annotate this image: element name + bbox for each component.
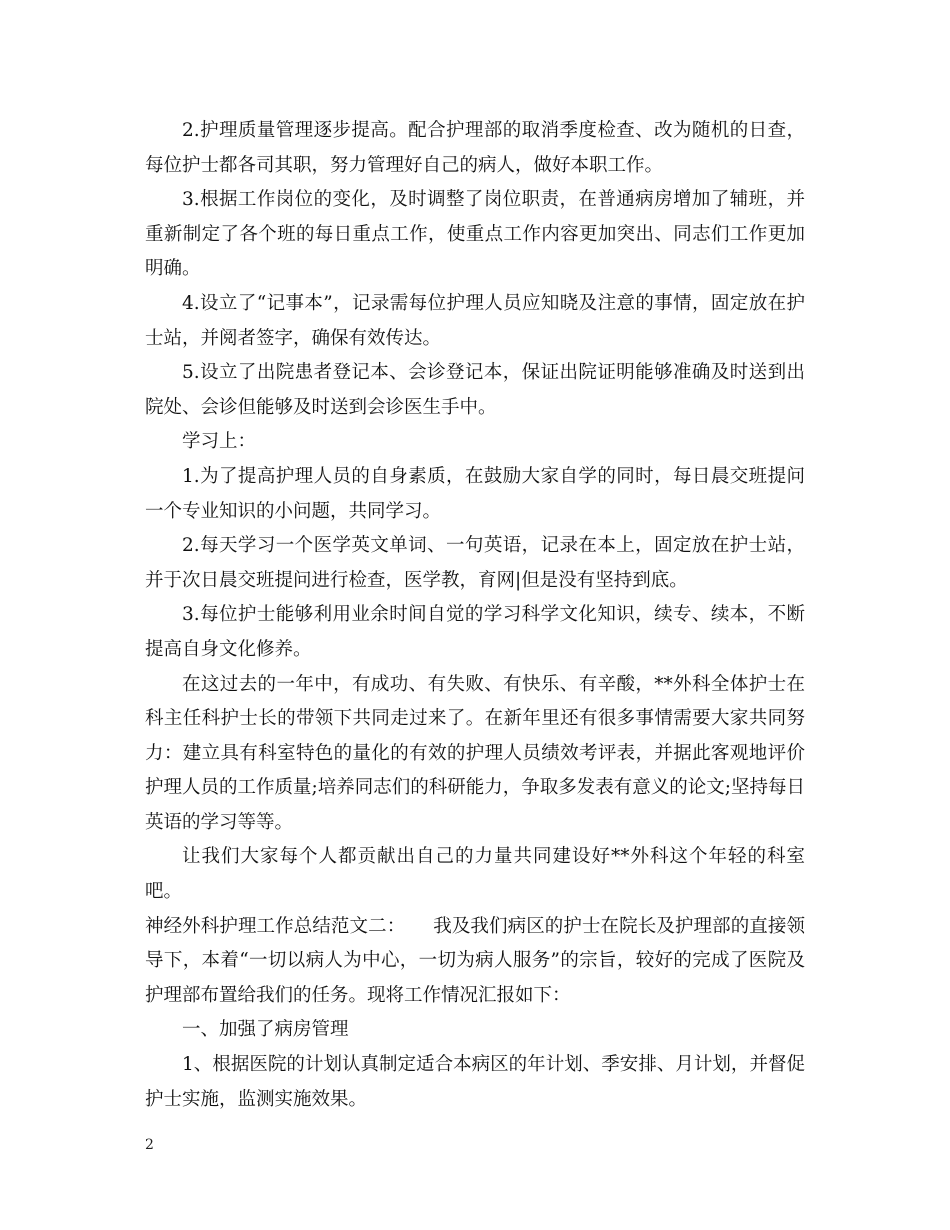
paragraph-learning-heading: 学习上： xyxy=(182,431,257,453)
paragraph-sample-two-intro: 神经外科护理工作总结范文二： 我及我们病区的护士在院长及护理部的直接领导下，本着“一切以病人为中心，一切为病人服务”的宗旨，较好的完成了医院及护理部布置给我们的任务。现将工作情况汇报如下： xyxy=(145,915,805,1006)
paragraph-job-adjustment: 3.根据工作岗位的变化，及时调整了岗位职责，在普通病房增加了辅班，并重新制定了各个班的每日重点工作，使重点工作内容更加突出、同志们工作更加明确。 xyxy=(145,189,805,280)
page-number: 2 xyxy=(145,1137,154,1153)
paragraph-learning-1: 1.为了提高护理人员的自身素质，在鼓励大家自学的同时，每日晨交班提问一个专业知识的小问题，共同学习。 xyxy=(145,465,805,522)
paragraph-learning-2: 2.每天学习一个医学英文单词、一句英语，记录在本上，固定放在护士站，并于次日晨交班提问进行检查，医学教，育网|但是没有坚持到底。 xyxy=(145,535,805,591)
paragraph-learning-3: 3.每位护士能够利用业余时间自觉的学习科学文化知识，续专、续本，不断提高自身文化修养。 xyxy=(145,604,805,660)
paragraph-call-to-action: 让我们大家每个人都贡献出自己的力量共同建设好**外科这个年轻的科室吧。 xyxy=(145,846,805,903)
paragraph-year-summary: 在这过去的一年中，有成功、有失败、有快乐、有辛酸，**外科全体护士在科主任科护士长的带领下共同走过来了。在新年里还有很多事情需要大家共同努力：建立具有科室特色的量化的有效的护理人员绩效考评表，并据此客观地评价护理人员的工作质量;培养同志们的科研能力，争取多发表有意义的论文;坚持每日英语的学习等等。 xyxy=(145,673,805,833)
paragraph-registration-book: 5.设立了出院患者登记本、会诊登记本，保证出院证明能够准确及时送到出院处、会诊但能够及时送到会诊医生手中。 xyxy=(145,362,805,418)
paragraph-notebook: 4.设立了“记事本”，记录需每位护理人员应知晓及注意的事情，固定放在护士站，并阅者签字，确保有效传达。 xyxy=(145,292,805,349)
paragraph-ward-plan: 1、根据医院的计划认真制定适合本病区的年计划、季安排、月计划，并督促护士实施，监测实施效果。 xyxy=(145,1054,805,1110)
paragraph-ward-management-heading: 一、加强了病房管理 xyxy=(182,1019,349,1041)
document-body xyxy=(145,114,805,1117)
paragraph-quality-management: 2.护理质量管理逐步提高。配合护理部的取消季度检查、改为随机的日查，每位护士都各司其职，努力管理好自己的病人，做好本职工作。 xyxy=(145,120,805,176)
